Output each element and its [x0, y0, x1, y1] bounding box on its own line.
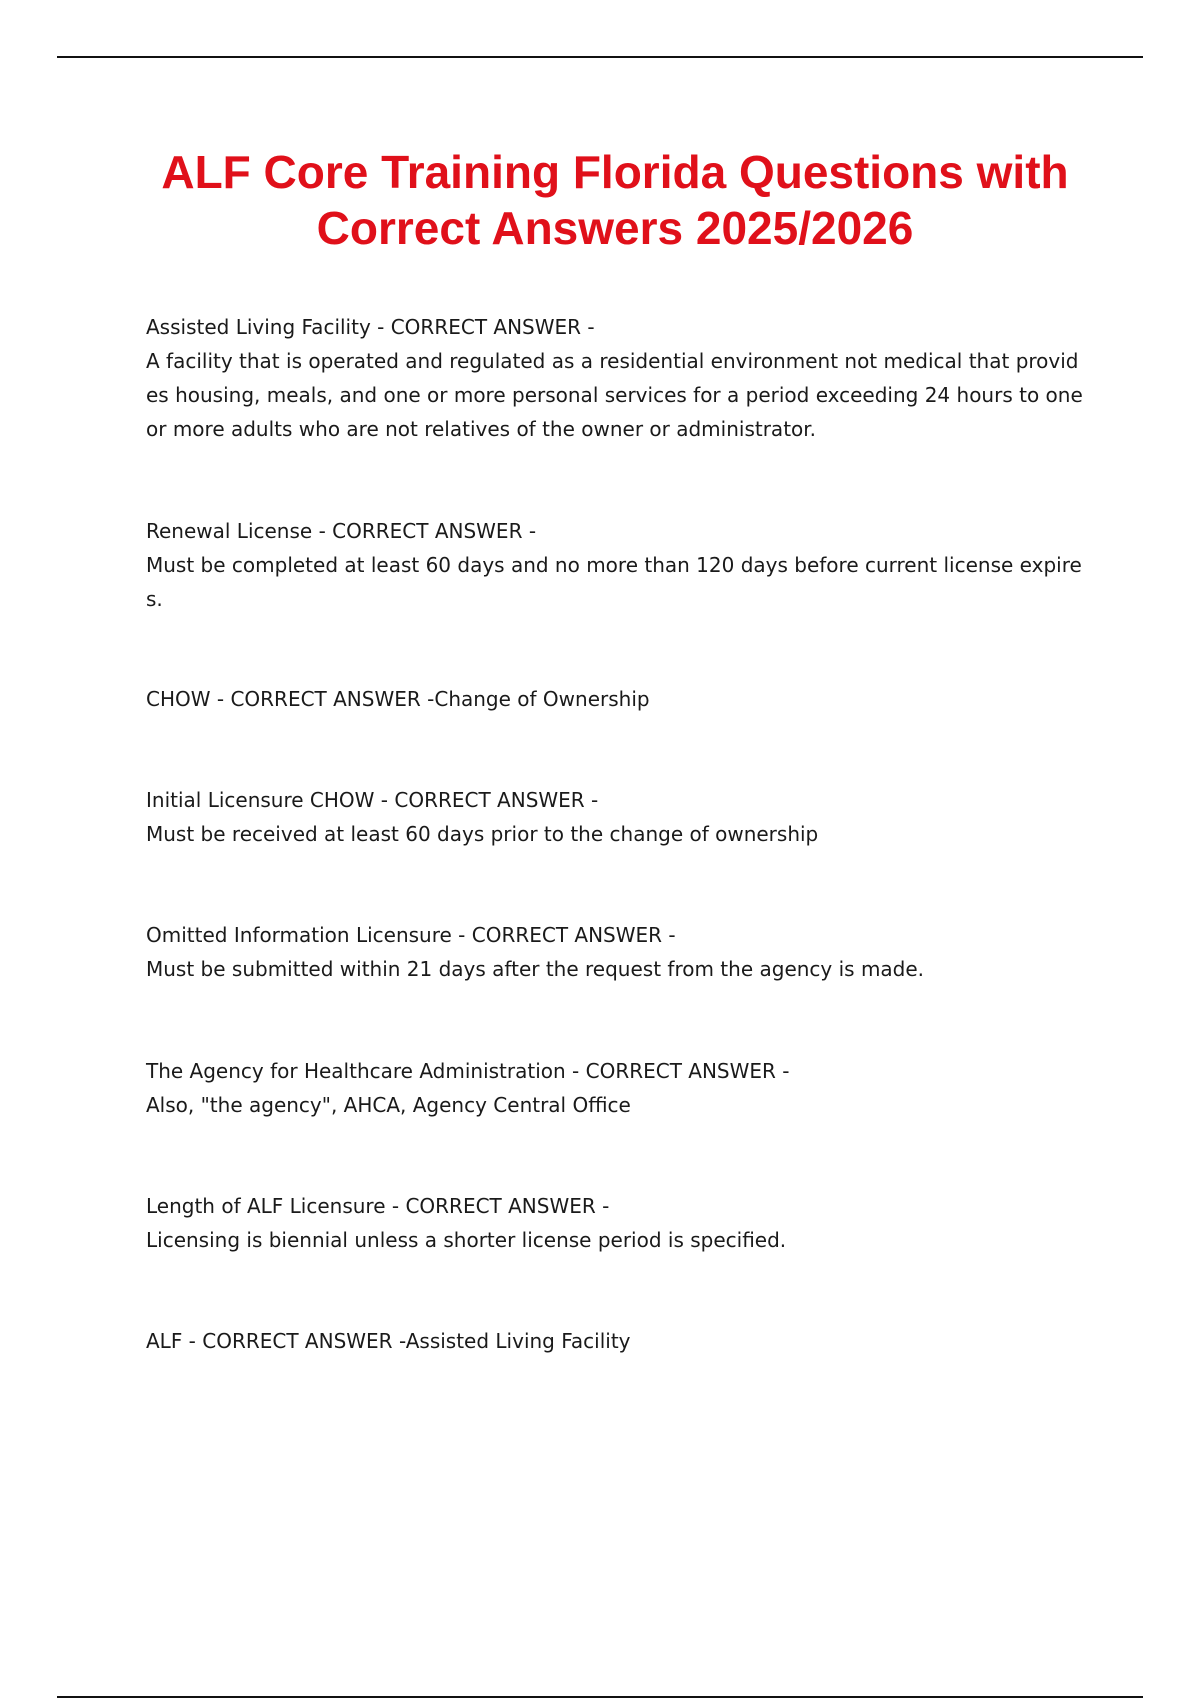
qa-term: CHOW - CORRECT ANSWER - [146, 687, 435, 711]
qa-term: Length of ALF Licensure - CORRECT ANSWER - [146, 1194, 610, 1218]
qa-answer: Licensing is biennial unless a shorter license period is specified. [146, 1228, 787, 1252]
page-title: ALF Core Training Florida Questions with Correct Answers 2025/2026 [161, 146, 1069, 254]
qa-item [146, 514, 1086, 616]
qa-answer: Must be submitted within 21 days after the request from the agency is made. [146, 957, 925, 981]
qa-answer: A facility that is operated and regulated as a residential environment not medical that provides housing, meals, and one or more personal services for a period exceeding 24 hours to one or more adults who are not relatives of the owner or administrator. [146, 349, 1090, 441]
qa-item [146, 310, 1090, 446]
qa-term: ALF - CORRECT ANSWER - [146, 1329, 406, 1353]
qa-item [146, 783, 1086, 851]
qa-item [146, 918, 1086, 986]
qa-term: Assisted Living Facility - CORRECT ANSWER - [146, 315, 595, 339]
qa-term: Omitted Information Licensure - CORRECT ANSWER - [146, 923, 676, 947]
qa-answer: Also, "the agency", AHCA, Agency Central Office [146, 1093, 631, 1117]
qa-term: The Agency for Healthcare Administration - CORRECT ANSWER - [146, 1059, 790, 1083]
qa-answer: Must be completed at least 60 days and no more than 120 days before current license expires. [146, 553, 1082, 611]
qa-item [146, 1189, 1086, 1257]
qa-term: Renewal License - CORRECT ANSWER - [146, 519, 537, 543]
top-rule [57, 56, 1143, 58]
qa-item [146, 1054, 1086, 1122]
qa-answer: Must be received at least 60 days prior to the change of ownership [146, 822, 819, 846]
bottom-rule [57, 1696, 1143, 1698]
qa-item [146, 682, 1086, 716]
qa-term: Initial Licensure CHOW - CORRECT ANSWER - [146, 788, 599, 812]
qa-answer: Assisted Living Facility [405, 1329, 631, 1353]
qa-item [146, 1324, 1086, 1358]
qa-answer: Change of Ownership [434, 687, 650, 711]
